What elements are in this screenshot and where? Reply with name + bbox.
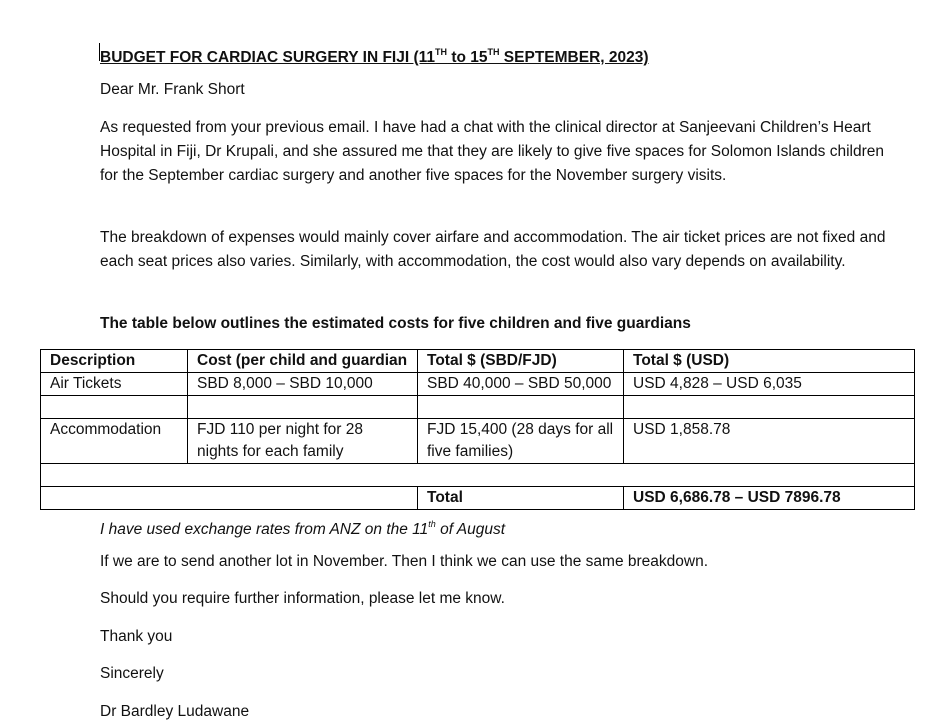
salutation: Dear Mr. Frank Short <box>100 81 245 98</box>
cell-accom-total-usd: USD 1,858.78 <box>624 419 915 464</box>
header-total-usd: Total $ (USD) <box>624 350 915 373</box>
paragraph-november: If we are to send another lot in November. Then I think we can use the same breakdown. <box>100 553 709 570</box>
cell-air-total-local: SBD 40,000 – SBD 50,000 <box>418 373 624 396</box>
header-cost: Cost (per child and guardian <box>188 350 418 373</box>
title-text-2: to 15 <box>447 49 488 66</box>
header-description: Description <box>41 350 188 373</box>
note-sup: th <box>428 519 436 529</box>
budget-table <box>40 349 915 510</box>
title-sup-2: TH <box>487 47 500 57</box>
closing: Sincerely <box>100 665 164 682</box>
paragraph-further-info: Should you require further information, please let me know. <box>100 590 505 607</box>
cell-accom-total-local: FJD 15,400 (28 days for all five families) <box>418 419 624 464</box>
cell-accom-cost: FJD 110 per night for 28 nights for each family <box>188 419 418 464</box>
cell-air-cost: SBD 8,000 – SBD 10,000 <box>188 373 418 396</box>
note-text-2: of August <box>435 521 506 538</box>
table-empty-row <box>41 396 915 419</box>
table-row <box>41 373 915 396</box>
total-value: USD 6,686.78 – USD 7896.78 <box>624 487 915 510</box>
signature: Dr Bardley Ludawane <box>100 703 250 720</box>
note-text-1: I have used exchange rates from ANZ on the 11 <box>100 521 429 538</box>
document-title <box>100 40 890 70</box>
paragraph-request: As requested from your previous email. I have had a chat with the clinical director at Sanjeevani Children’s Heart Hospital in Fiji, Dr Krupali, and she assured me that they are likely to give five spaces for Solomon Islands children for the September cardiac surgery and another five spaces for the November surgery visits. <box>100 119 884 184</box>
exchange-rate-note <box>100 512 890 542</box>
table-header-row <box>41 350 915 373</box>
cell-air-description: Air Tickets <box>41 373 188 396</box>
total-label: Total <box>418 487 624 510</box>
title-text-1: BUDGET FOR CARDIAC SURGERY IN FIJI (11 <box>100 49 436 66</box>
table-row <box>41 419 915 464</box>
cell-air-total-usd: USD 4,828 – USD 6,035 <box>624 373 915 396</box>
paragraph-breakdown: The breakdown of expenses would mainly cover airfare and accommodation. The air ticket prices are not fixed and each seat prices also varies. Similarly, with accommodation, the cost would also vary depends on availability. <box>100 229 886 270</box>
table-total-row <box>41 487 915 510</box>
header-total-local: Total $ (SBD/FJD) <box>418 350 624 373</box>
table-empty-row <box>41 464 915 487</box>
table-intro: The table below outlines the estimated costs for five children and five guardians <box>100 315 691 332</box>
cell-accom-description: Accommodation <box>41 419 188 464</box>
title-text-3: SEPTEMBER, 2023) <box>499 49 649 66</box>
title-sup-1: TH <box>435 47 448 57</box>
thanks: Thank you <box>100 628 173 645</box>
